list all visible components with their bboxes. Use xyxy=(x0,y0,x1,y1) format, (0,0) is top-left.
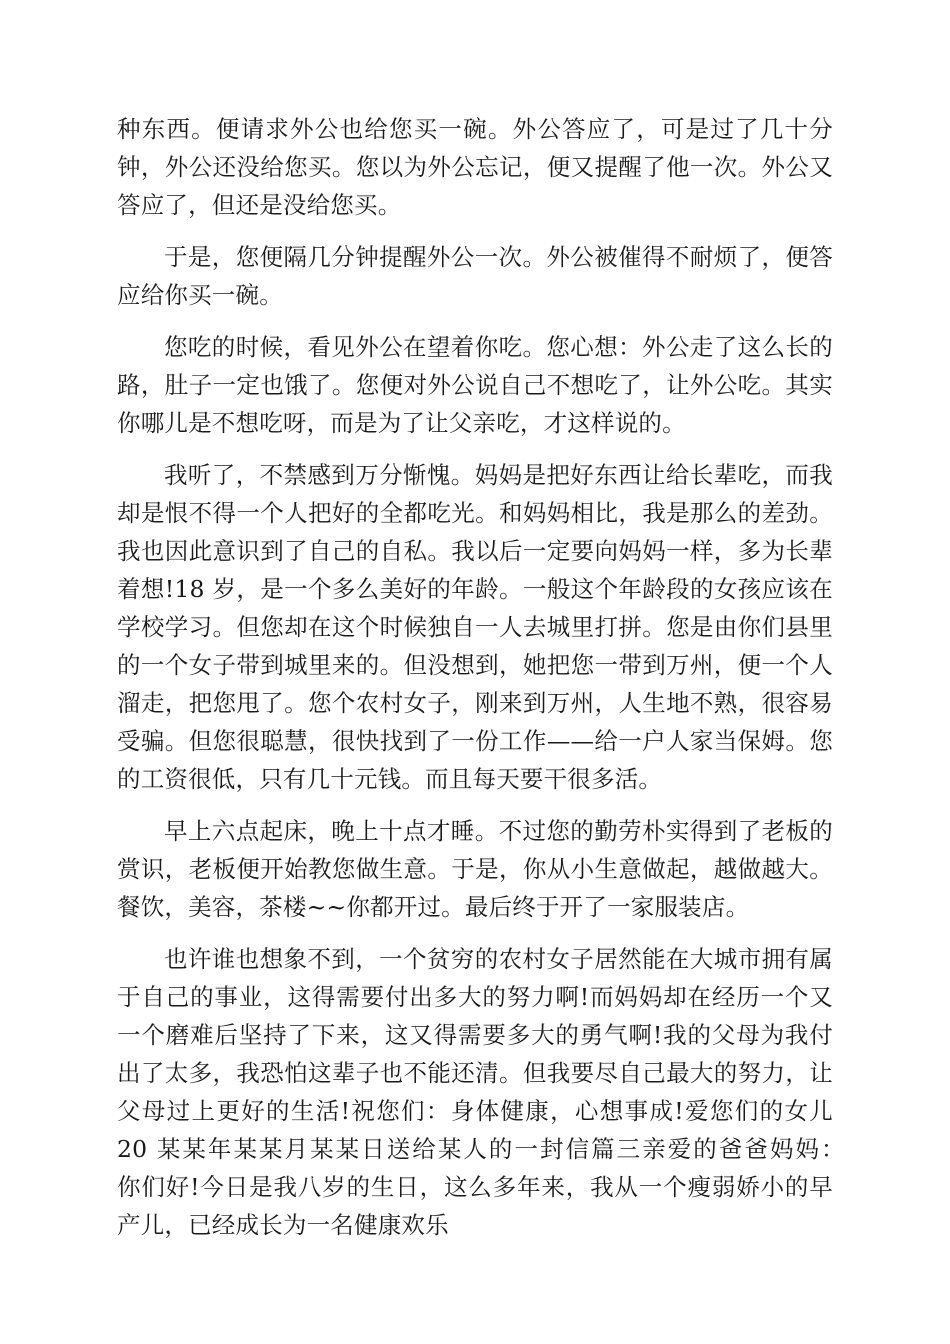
paragraph: 我听了，不禁感到万分惭愧。妈妈是把好东西让给长辈吃，而我却是恨不得一个人把好的全都吃光。和妈妈相比，我是那么的差劲。我也因此意识到了自己的自私。我以后一定要向妈妈一样，多为长辈着想!18 岁，是一个多么美好的年龄。一般这个年龄段的女孩应该在学校学习。但您却在这个时候独自一人去城里打拼。您是由你们县里的一个女子带到城里来的。但没想到，她把您一带到万州，便一个人溜走，把您甩了。您个农村女子，刚来到万州，人生地不熟，很容易受骗。但您很聪慧，很快找到了一份工作——给一户人家当保姆。您的工资很低，只有几十元钱。而且每天要干很多活。 xyxy=(117,461,833,793)
paragraph: 种东西。便请求外公也给您买一碗。外公答应了，可是过了几十分钟，外公还没给您买。您以为外公忘记，便又提醒了他一次。外公又答应了，但还是没给您买。 xyxy=(117,115,833,219)
paragraph: 您吃的时候，看见外公在望着你吃。您心想：外公走了这么长的路，肚子一定也饿了。您便对外公说自己不想吃了，让外公吃。其实你哪儿是不想吃呀，而是为了让父亲吃，才这样说的。 xyxy=(117,333,833,437)
paragraph: 早上六点起床，晚上十点才睡。不过您的勤劳朴实得到了老板的赏识，老板便开始教您做生意。于是，你从小生意做起，越做越大。餐饮，美容，茶楼~~你都开过。最后终于开了一家服装店。 xyxy=(117,817,833,921)
paragraph: 也许谁也想象不到，一个贫穷的农村女子居然能在大城市拥有属于自己的事业，这得需要付出多大的努力啊!而妈妈却在经历一个又一个磨难后坚持了下来，这又得需要多大的勇气啊!我的父母为我付出了太多，我恐怕这辈子也不能还清。但我要尽自己最大的努力，让父母过上更好的生活!祝您们：身体健康，心想事成!爱您们的女儿 20 某某年某某月某某日送给某人的一封信篇三亲爱的爸爸妈妈： 你们好!今日是我八岁的生日，这么多年来，我从一个瘦弱娇小的早产儿，已经成长为一名健康欢乐 xyxy=(117,945,865,1239)
document-body xyxy=(117,110,865,1244)
paragraph: 于是，您便隔几分钟提醒外公一次。外公被催得不耐烦了，便答应给你买一碗。 xyxy=(117,243,833,309)
